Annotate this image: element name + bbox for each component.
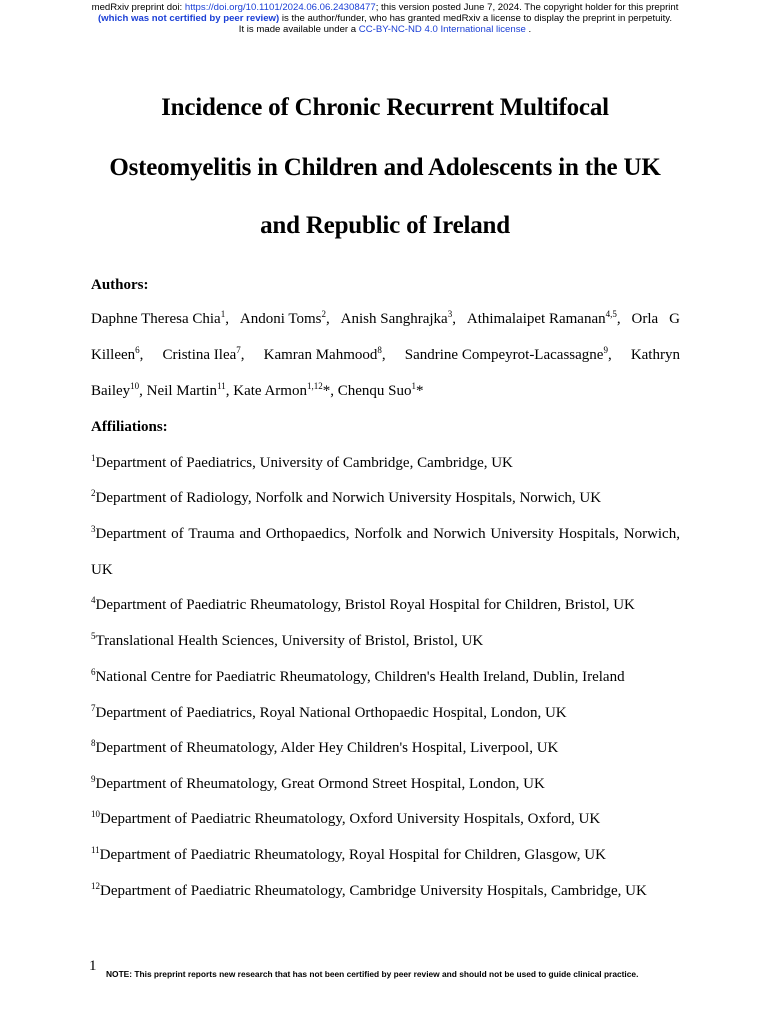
author: Daphne Theresa Chia$^1$, [91, 309, 229, 327]
affiliation-item: $^8$Department of Rheumatology, Alder Hey Children's Hospital, Liverpool, UK [91, 738, 559, 756]
author: Andoni Toms$^2$, [239, 309, 330, 327]
author: Kate Armon$^{1,12}$*, [233, 381, 334, 399]
author-part: Killeen$^6$, [91, 345, 144, 363]
authors-heading: Authors: [91, 277, 149, 293]
header-line-3: It is made available under a CC-BY-NC-ND 4.0 International license . [238, 24, 532, 35]
authors-line-1 [91, 311, 680, 328]
author: Chenqu Suo$^1$* [337, 381, 424, 399]
header-line-2: (which was not certified by peer review) is the author/funder, who has granted medRxiv a license to display the preprint in perpetuity. [97, 13, 673, 24]
author-part: Orla [631, 311, 659, 327]
paper-title-line-3: and Republic of Ireland [260, 212, 510, 239]
author: Athimalaipet Ramanan$^{4,5}$, [466, 309, 621, 327]
affiliation-item-continued: UK [91, 562, 113, 578]
author: Neil Martin$^{11}$, [146, 381, 230, 399]
affiliation-item: $^3$Department of Trauma and Orthopaedics, Norfolk and Norwich University Hospitals, Norwich, [91, 524, 680, 542]
author: Sandrine Compeyrot-Lacassagne$^9$, [404, 345, 612, 363]
header-line-1: medRxiv preprint doi: https://doi.org/10.1101/2024.06.06.24308477; this version posted June 7, 2024. The copyright holder for this preprint [91, 2, 679, 13]
preprint-header [0, 2, 770, 35]
peer-review-notice: (which was not certified by peer review) [97, 13, 280, 24]
authors-line-2 [91, 347, 680, 364]
author-part: G [669, 311, 680, 327]
paper-title-line-1: Incidence of Chronic Recurrent Multifocal [161, 94, 609, 121]
author: Kamran Mahmood$^8$, [263, 345, 386, 363]
paper-title-line-2: Osteomyelitis in Children and Adolescents in the UK [109, 154, 661, 181]
affiliation-item: $^5$Translational Health Sciences, University of Bristol, Bristol, UK [91, 631, 484, 649]
affiliation-item: $^7$Department of Paediatrics, Royal National Orthopaedic Hospital, London, UK [91, 703, 567, 721]
page-number: 1 [89, 958, 97, 974]
affiliation-item: $^4$Department of Paediatric Rheumatology, Bristol Royal Hospital for Children, Bristol, UK [91, 595, 635, 613]
peer-review-footer-note: NOTE: This preprint reports new research that has not been certified by peer review and should not be used to guide clinical practice. [106, 969, 639, 979]
author-part: Kathryn [630, 347, 680, 363]
doi-link[interactable]: https://doi.org/10.1101/2024.06.06.24308477 [184, 2, 376, 13]
author: Cristina Ilea$^7$, [162, 345, 245, 363]
authors-line-3 [91, 383, 423, 400]
affiliation-item: $^1$Department of Paediatrics, University of Cambridge, Cambridge, UK [91, 453, 513, 471]
affiliation-item: $^2$Department of Radiology, Norfolk and Norwich University Hospitals, Norwich, UK [91, 488, 602, 506]
license-link[interactable]: CC-BY-NC-ND 4.0 International license [358, 24, 526, 35]
author: Anish Sanghrajka$^3$, [340, 309, 456, 327]
affiliation-item: $^{11}$Department of Paediatric Rheumatology, Royal Hospital for Children, Glasgow, UK [91, 845, 606, 863]
affiliations-heading: Affiliations: [91, 419, 168, 435]
affiliation-item: $^9$Department of Rheumatology, Great Ormond Street Hospital, London, UK [91, 774, 545, 792]
affiliation-item: $^6$National Centre for Paediatric Rheumatology, Children's Health Ireland, Dublin, Ireland [91, 667, 625, 685]
affiliation-item: $^{12}$Department of Paediatric Rheumatology, Cambridge University Hospitals, Cambridge, UK [91, 881, 647, 899]
affiliation-item: $^{10}$Department of Paediatric Rheumatology, Oxford University Hospitals, Oxford, UK [91, 809, 601, 827]
author-part: Bailey$^{10}$, [91, 381, 143, 399]
